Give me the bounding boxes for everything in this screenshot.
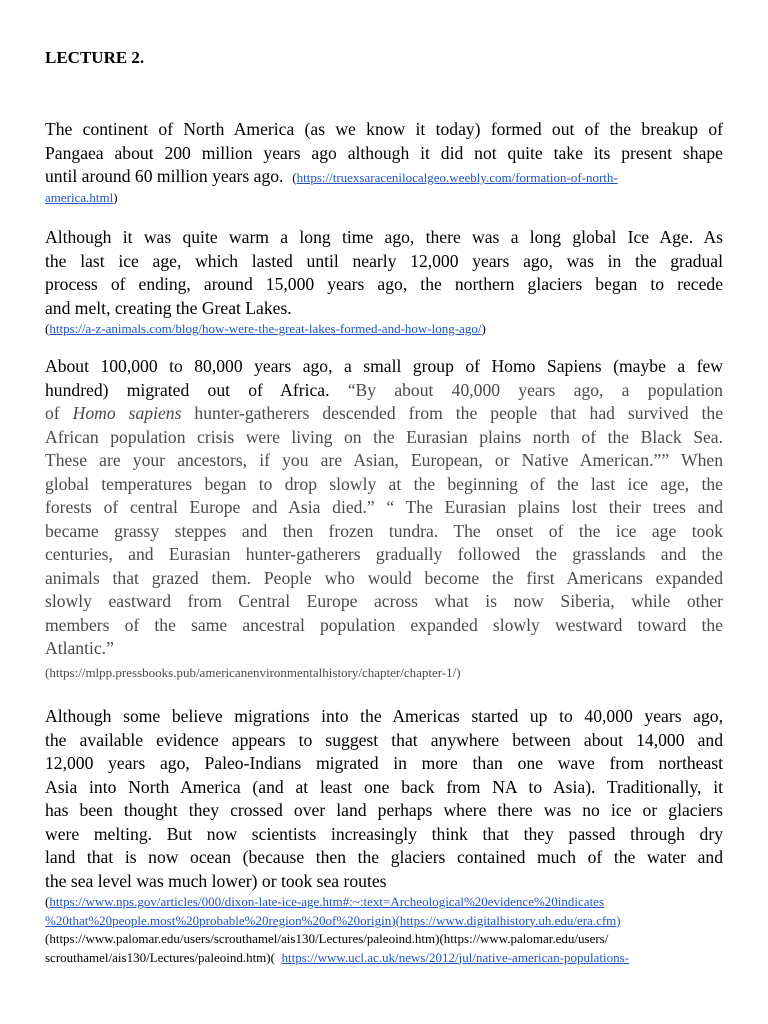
text-line: The continent of North America (as we know it today) formed out of the breakup of <box>45 119 723 139</box>
reference-line <box>45 949 723 968</box>
text-line: the last ice age, which lasted until nearly 12,000 years ago, was in the gradual <box>45 250 723 271</box>
reference-line <box>45 893 723 912</box>
text-line <box>45 189 723 207</box>
text-line: centuries, and Eurasian hunter-gatherers gradually followed the grasslands and the <box>45 544 723 564</box>
text-line: became grassy steppes and then frozen tundra. The onset of the ice age took <box>45 520 723 541</box>
lecture-heading: LECTURE 2. <box>45 48 145 67</box>
reference-text: scrouthamel/ais130/Lectures/paleoind.htm)( <box>45 949 275 965</box>
text-line: members of the same ancestral population expanded slowly westward toward the <box>45 614 723 635</box>
text-line: Atlantic.” <box>45 638 114 658</box>
paragraph-migrations <box>45 705 723 893</box>
reference-link-ucl[interactable]: https://www.ucl.ac.uk/news/2012/jul/native-american-populations- <box>281 949 630 965</box>
ref-open-paren: ( <box>45 894 50 909</box>
text-line: global temperatures began to drop slowly at the beginning of the last ice age, the <box>45 473 723 494</box>
text-line: animals that grazed them. People who would become the first Americans expanded <box>45 567 723 588</box>
paragraph-ice-age <box>45 226 723 338</box>
text-line: forests of central Europe and Asia died.” “ The Eurasian plains lost their trees and <box>45 497 723 517</box>
reference-line <box>45 912 723 931</box>
reference-link-nps-cont[interactable]: %20that%20people.most%20probable%20region%20of%20origin) <box>45 912 396 928</box>
text-line: has been thought they crossed over land perhaps where there was no ice or glaciers <box>45 800 723 820</box>
paragraph-continent <box>45 118 723 207</box>
ref-open-paren: ( <box>292 170 297 185</box>
reference-link-nps[interactable]: https://www.nps.gov/articles/000/dixon-late-ice-age.htm#:~:text=Archeological%20evidence%20indicates <box>49 894 605 909</box>
reference-line: (https://www.palomar.edu/users/scrouthamel/ais130/Lectures/paleoind.htm)(https://www.palomar.edu/users/ <box>45 931 609 946</box>
text-line <box>45 379 723 403</box>
reference-link-weebly[interactable]: https://truexsaracenilocalgeo.weebly.com/formation-of-north- <box>296 170 618 185</box>
ref-close-paren: ) <box>481 321 486 336</box>
text-line: African population crisis were living on the Eurasian plains north of the Black Sea. <box>45 426 723 447</box>
text-segment: until around 60 million years ago. <box>45 166 284 186</box>
text-line: the available evidence appears to suggest that anywhere between about 14,000 and <box>45 729 723 750</box>
references-migrations <box>45 893 723 967</box>
text-line: These are your ancestors, if you are Asian, European, or Native American.”” When <box>45 450 723 470</box>
reference-link-weebly-cont[interactable]: america.html <box>45 189 114 205</box>
paragraph-homo-sapiens <box>45 355 723 661</box>
text-line: Pangaea about 200 million years ago although it did not quite take its present shape <box>45 142 723 163</box>
quote-segment: “By about 40,000 years ago, a population <box>329 379 723 400</box>
text-line <box>45 165 723 189</box>
text-line <box>45 402 723 426</box>
reference-line <box>45 320 723 338</box>
text-line: Although it was quite warm a long time ago, there was a long global Ice Age. As <box>45 227 723 247</box>
reference-link-great-lakes[interactable]: https://a-z-animals.com/blog/how-were-the-great-lakes-formed-and-how-long-ago/ <box>49 321 482 336</box>
text-line: were melting. But now scientists increasingly think that they passed through dry <box>45 823 723 844</box>
text-segment: hundred) migrated out of Africa. <box>45 379 330 400</box>
ref-mid-paren: ( <box>395 912 400 928</box>
reference-pressbooks <box>45 664 723 682</box>
text-line: 12,000 years ago, Paleo-Indians migrated in more than one wave from northeast <box>45 753 723 773</box>
text-segment: hunter-gatherers descended from the people that had survived the <box>181 403 723 423</box>
text-line: and melt, creating the Great Lakes. <box>45 297 292 318</box>
text-line: land that is now ocean (because then the glaciers contained much of the water and <box>45 847 723 867</box>
italic-term: Homo sapiens <box>72 403 182 423</box>
ref-close-paren: ) <box>616 912 621 928</box>
text-line: the sea level was much lower) or took sea routes <box>45 870 387 891</box>
reference-text: (https://mlpp.pressbooks.pub/americanenvironmentalhistory/chapter/chapter-1/) <box>45 665 461 680</box>
reference-link-digitalhistory[interactable]: https://www.digitalhistory.uh.edu/era.cfm <box>399 912 617 928</box>
text-line: Asia into North America (and at least one back from NA to Asia). Traditionally, it <box>45 776 723 797</box>
text-segment: of <box>45 403 73 423</box>
text-line: slowly eastward from Central Europe across what is now Siberia, while other <box>45 591 723 611</box>
ref-open-paren: ( <box>45 321 50 336</box>
text-line: Although some believe migrations into the Americas started up to 40,000 years ago, <box>45 706 723 726</box>
text-line: process of ending, around 15,000 years ago, the northern glaciers began to recede <box>45 274 723 294</box>
ref-close-paren: ) <box>113 189 118 205</box>
text-line: About 100,000 to 80,000 years ago, a small group of Homo Sapiens (maybe a few <box>45 356 723 376</box>
